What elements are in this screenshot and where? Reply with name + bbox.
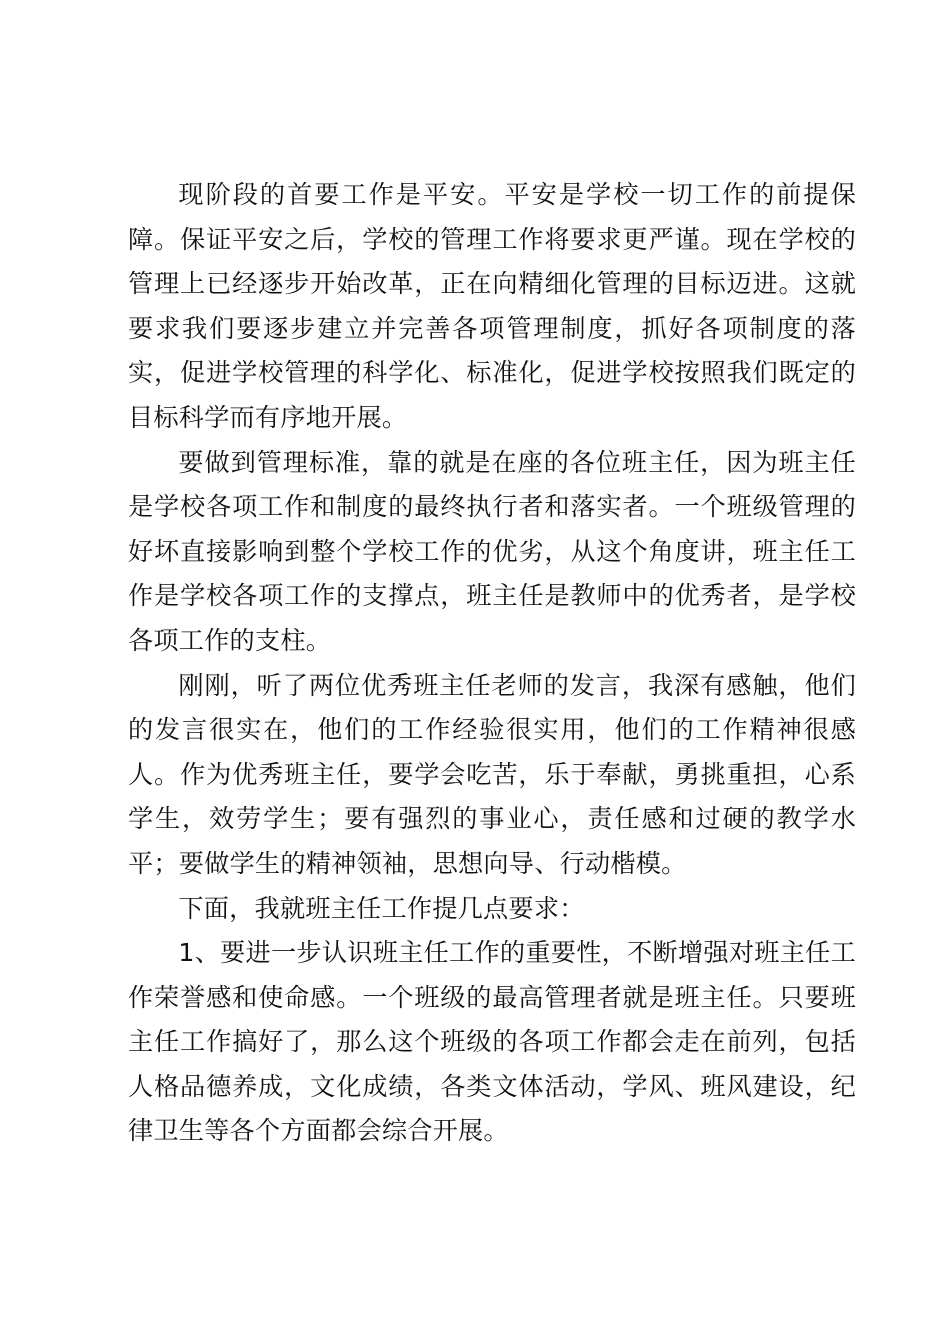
paragraph-management-standards: 要做到管理标准，靠的就是在座的各位班主任，因为班主任是学校各项工作和制度的最终执行者和落实者。一个班级管理的好坏直接影响到整个学校工作的优劣，从这个角度讲，班主任工作是学校各项工作的支撑点，班主任是教师中的优秀者，是学校各项工作的支柱。	[128, 447, 856, 655]
document-body	[128, 173, 856, 1154]
paragraph-safety-priority: 现阶段的首要工作是平安。平安是学校一切工作的前提保障。保证平安之后，学校的管理工作将要求更严谨。现在学校的管理上已经逐步开始改革，正在向精细化管理的目标迈进。这就要求我们要逐步建立并完善各项管理制度，抓好各项制度的落实，促进学校管理的科学化、标准化，促进学校按照我们既定的目标科学而有序地开展。	[128, 180, 856, 432]
paragraph-requirement-1: 1、要进一步认识班主任工作的重要性，不断增强对班主任工作荣誉感和使命感。一个班级的最高管理者就是班主任。只要班主任工作搞好了，那么这个班级的各项工作都会走在前列，包括人格品德养成，文化成绩，各类文体活动，学风、班风建设，纪律卫生等各个方面都会综合开展。	[128, 938, 856, 1146]
paragraph-excellent-teachers: 刚刚，听了两位优秀班主任老师的发言，我深有感触，他们的发言很实在，他们的工作经验很实用，他们的工作精神很感人。作为优秀班主任，要学会吃苦，乐于奉献，勇挑重担，心系学生，效劳学生；要有强烈的事业心，责任感和过硬的教学水平；要做学生的精神领袖，思想向导、行动楷模。	[128, 670, 856, 878]
paragraph-requirements-intro: 下面，我就班主任工作提几点要求：	[178, 893, 585, 923]
